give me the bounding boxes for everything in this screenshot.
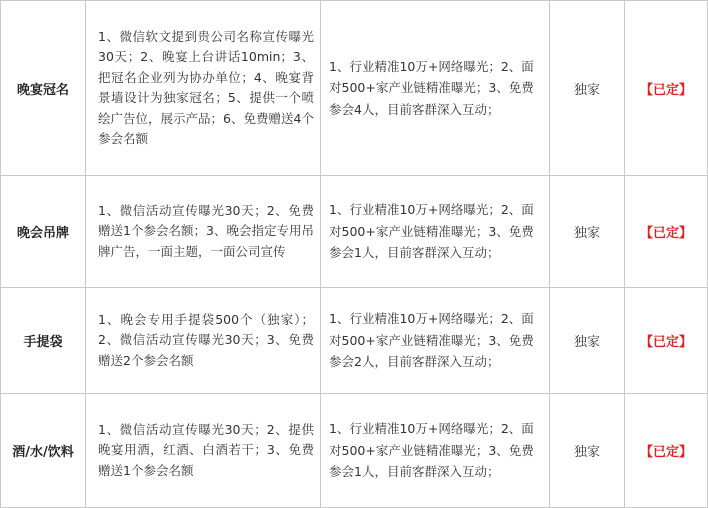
package-name: 晚会吊牌 [1,176,86,288]
package-benefits: 1、行业精准10万+网络曝光；2、面对500+家产业链精准曝光；3、免费参会4人，目前客群深入互动； [321,1,550,176]
package-rights: 1、微信活动宣传曝光30天；2、免费赠送1个参会名额；3、晚会指定专用吊牌广告，一面主题，一面公司宣传 [86,176,321,288]
table-row [1,176,708,288]
status-cell [625,394,708,508]
status-badge: 【 已定 】 [640,83,692,98]
table-row [1,394,708,508]
package-benefits: 1、行业精准10万+网络曝光；2、面对500+家产业链精准曝光；3、免费参会2人，目前客群深入互动； [321,288,550,394]
status-badge: 【 已定 】 [640,335,692,350]
status-badge: 【 已定 】 [640,226,692,241]
package-type: 独家 [550,394,625,508]
table-row [1,288,708,394]
package-rights: 1、微信软文提到贵公司名称宣传曝光30天；2、晚宴上台讲话10min；3、把冠名企业列为协办单位；4、晚宴背景墙设计为独家冠名；5、提供一个喷绘广告位，展示产品；6、免费赠送4个参会名额 [86,1,321,176]
package-name: 手提袋 [1,288,86,394]
package-name: 晚宴冠名 [1,1,86,176]
package-name: 酒/水/饮料 [1,394,86,508]
status-cell [625,176,708,288]
package-type: 独家 [550,176,625,288]
status-badge: 【 已定 】 [640,445,692,460]
package-benefits: 1、行业精准10万+网络曝光；2、面对500+家产业链精准曝光；3、免费参会1人，目前客群深入互动； [321,394,550,508]
package-rights: 1、晚会专用手提袋500个（独家）；2、微信活动宣传曝光30天；3、免费赠送2个参会名额 [86,288,321,394]
package-type: 独家 [550,288,625,394]
package-rights: 1、微信活动宣传曝光30天；2、提供晚宴用酒，红酒、白酒若干；3、免费赠送1个参会名额 [86,394,321,508]
status-cell [625,1,708,176]
package-benefits: 1、行业精准10万+网络曝光；2、面对500+家产业链精准曝光；3、免费参会1人，目前客群深入互动； [321,176,550,288]
table-row [1,1,708,176]
status-cell [625,288,708,394]
package-type: 独家 [550,1,625,176]
